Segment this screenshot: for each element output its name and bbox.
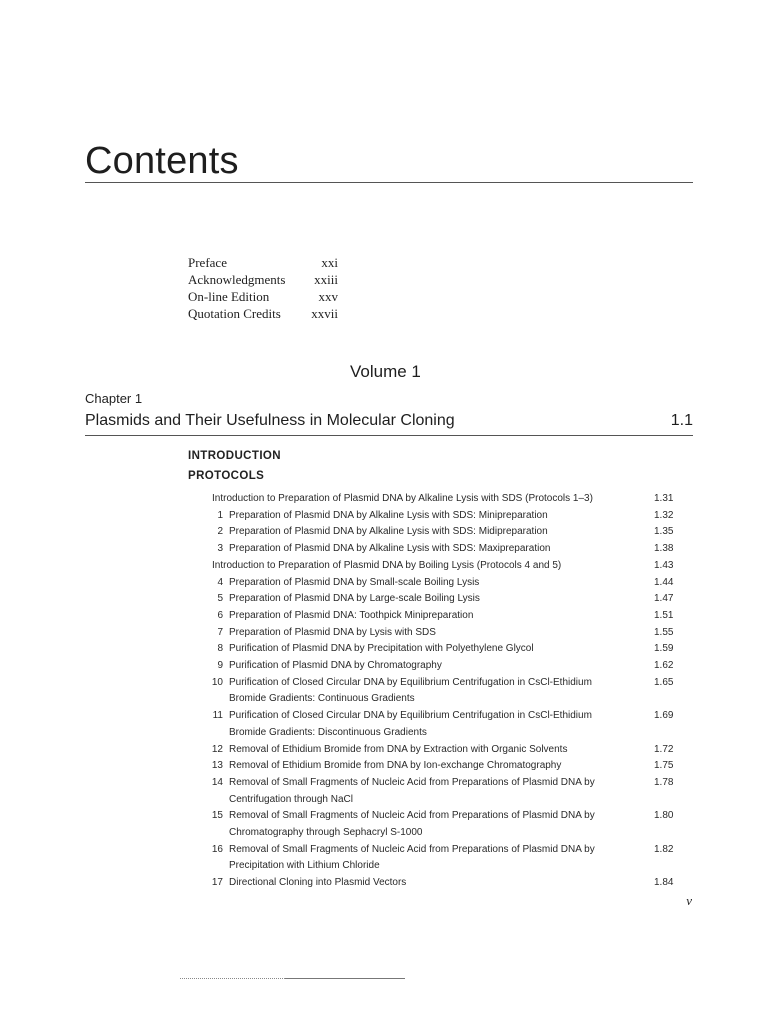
protocol-number-text: 3 [217,543,223,555]
protocol-page-number: 1.62 [654,660,674,672]
protocol-title [229,508,646,525]
protocol-number-text: 4 [217,576,223,588]
protocol-title-line: Preparation of Plasmid DNA by Alkaline Lysis with SDS: Maxipreparation [229,543,551,555]
front-matter-item[interactable] [188,271,338,288]
protocol-title-line: Removal of Small Fragments of Nucleic Acid from Preparations of Plasmid DNA by [229,843,595,855]
protocol-number-text: 7 [217,626,223,638]
protocol-number [200,808,229,825]
protocol-title [229,541,646,558]
protocol-number-text: 14 [211,776,223,788]
toc-entry[interactable] [200,541,694,558]
front-matter-label: Quotation Credits [188,306,281,321]
front-matter-page: xxvii [311,306,338,321]
protocol-page-number: 1.65 [654,676,674,688]
protocol-number [200,775,229,792]
protocol-title-line: Bromide Gradients: Continuous Gradients [229,693,415,705]
front-matter-list [188,254,338,322]
toc-entry[interactable] [200,708,694,741]
protocol-number [200,625,229,642]
protocol-title-line: Preparation of Plasmid DNA by Large-scale Boiling Lysis [229,593,480,605]
protocol-number-text: 16 [211,843,223,855]
protocol-page-number: 1.35 [654,526,674,538]
protocol-title-line: Directional Cloning into Plasmid Vectors [229,877,407,889]
protocol-number-text: 10 [211,676,223,688]
toc-entry[interactable] [200,758,694,775]
protocol-title-line: Chromatography through Sephacryl S-1000 [229,827,423,839]
protocol-number [200,675,229,692]
protocol-title [229,608,646,625]
protocol-number-text: 17 [211,877,223,889]
protocol-number-text: 12 [211,743,223,755]
protocol-page-number: 1.32 [654,509,674,521]
protocol-number [200,641,229,658]
protocol-title-line: Removal of Small Fragments of Nucleic Acid from Preparations of Plasmid DNA by [229,810,595,822]
toc-entry[interactable] [200,875,694,892]
section-heading-introduction[interactable]: INTRODUCTION [188,450,281,462]
protocol-title [229,575,646,592]
chapter-divider [85,435,693,436]
protocol-title-line: Removal of Ethidium Bromide from DNA by Ion-exchange Chromatography [229,760,562,772]
protocol-title [229,808,646,841]
protocol-page-number: 1.59 [654,643,674,655]
scan-artifact-line [285,978,405,979]
front-matter-page: xxiii [314,272,338,287]
protocol-number [200,508,229,525]
toc-entry[interactable] [200,625,694,642]
toc-entry[interactable] [200,742,694,759]
protocol-number [200,758,229,775]
protocol-title [229,591,646,608]
protocol-number [200,541,229,558]
protocol-title [229,742,646,759]
protocol-page-number: 1.51 [654,609,674,621]
protocol-number [200,658,229,675]
protocol-title-line: Purification of Closed Circular DNA by Equilibrium Centrifugation in CsCl-Ethidium [229,710,592,722]
toc-entry[interactable] [200,524,694,541]
protocol-title-line: Introduction to Preparation of Plasmid DNA by Alkaline Lysis with SDS (Protocols 1–3) [212,493,593,504]
toc-entry[interactable] [200,508,694,525]
protocol-title [229,625,646,642]
protocol-title-line: Preparation of Plasmid DNA by Lysis with SDS [229,626,436,638]
protocol-page-number: 1.55 [654,626,674,638]
protocol-page-number: 1.38 [654,543,674,555]
chapter-page-number: 1.1 [670,412,693,429]
protocol-title [229,708,646,741]
protocol-page-number: 1.69 [654,710,674,722]
protocol-page-number: 1.75 [654,760,674,772]
protocol-title-line: Purification of Closed Circular DNA by Equilibrium Centrifugation in CsCl-Ethidium [229,676,592,688]
protocol-page-number: 1.82 [654,843,674,855]
protocol-title [212,491,646,508]
protocol-number [200,708,229,725]
protocol-number [200,742,229,759]
protocol-number [200,575,229,592]
toc-entry[interactable] [200,842,694,875]
protocol-title [212,558,646,575]
protocol-title-line: Preparation of Plasmid DNA by Alkaline Lysis with SDS: Minipreparation [229,509,548,521]
protocol-number [200,875,229,892]
protocol-number-text: 8 [217,643,223,655]
protocol-number-text: 9 [217,660,223,672]
toc-entry[interactable] [200,491,694,508]
toc-entry[interactable] [200,641,694,658]
toc-entry[interactable] [200,658,694,675]
front-matter-page: xxi [321,255,338,270]
protocol-number-text: 2 [217,526,223,538]
protocol-page-number: 1.72 [654,743,674,755]
toc-entry[interactable] [200,558,694,575]
protocol-page-number: 1.78 [654,776,674,788]
protocol-number-text: 1 [217,509,223,521]
toc-entry[interactable] [200,575,694,592]
chapter-title[interactable]: Plasmids and Their Usefulness in Molecular Cloning [85,412,455,429]
protocol-title-line: Preparation of Plasmid DNA by Alkaline Lysis with SDS: Midipreparation [229,526,548,538]
chapter-label: Chapter 1 [85,391,143,406]
page-folio: v [686,893,692,908]
protocol-title [229,875,646,892]
front-matter-page: xxv [318,289,338,304]
protocol-title-line: Purification of Plasmid DNA by Precipitation with Polyethylene Glycol [229,643,534,655]
protocol-title [229,775,646,808]
protocol-title [229,641,646,658]
protocol-title [229,658,646,675]
protocol-title [229,524,646,541]
protocol-title-line: Preparation of Plasmid DNA by Small-scale Boiling Lysis [229,576,480,588]
protocol-page-number: 1.84 [654,877,674,889]
protocol-number-text: 6 [217,609,223,621]
title-divider [85,182,693,183]
toc-entry[interactable] [200,591,694,608]
front-matter-label: On-line Edition [188,289,270,304]
page-title: Contents [85,140,239,182]
protocol-title-line: Introduction to Preparation of Plasmid DNA by Boiling Lysis (Protocols 4 and 5) [212,559,562,571]
protocol-page-number: 1.31 [654,493,674,504]
protocol-number-text: 13 [211,760,223,772]
protocol-title [229,758,646,775]
protocol-title-line: Preparation of Plasmid DNA: Toothpick Minipreparation [229,609,474,621]
protocol-number-text: 5 [217,593,223,605]
front-matter-item[interactable] [188,288,338,305]
protocol-number [200,842,229,859]
protocol-number-text: 11 [212,710,223,722]
front-matter-item[interactable] [188,254,338,271]
front-matter-item[interactable] [188,305,338,322]
protocol-page-number: 1.44 [654,576,674,588]
protocol-title-line: Removal of Ethidium Bromide from DNA by Extraction with Organic Solvents [229,743,568,755]
front-matter-label: Preface [188,255,227,270]
toc-entry[interactable] [200,775,694,808]
protocol-title-line: Removal of Small Fragments of Nucleic Acid from Preparations of Plasmid DNA by [229,776,595,788]
protocol-title-line: Precipitation with Lithium Chloride [229,860,380,872]
front-matter-label: Acknowledgments [188,272,286,287]
protocol-number-text: 15 [211,810,223,822]
protocol-page-number: 1.80 [654,810,674,822]
section-heading-protocols: PROTOCOLS [188,470,265,482]
protocol-page-number: 1.43 [654,559,674,571]
protocol-title [229,675,646,708]
protocol-page-number: 1.47 [654,593,674,605]
volume-title: Volume 1 [350,362,421,381]
toc-entry[interactable] [200,808,694,841]
protocol-title-line: Purification of Plasmid DNA by Chromatography [229,660,442,672]
protocol-title-line: Centrifugation through NaCl [229,793,353,805]
protocol-number [200,524,229,541]
toc-entry[interactable] [200,675,694,708]
protocol-number [200,591,229,608]
protocol-title-line: Bromide Gradients: Discontinuous Gradients [229,726,427,738]
protocol-title [229,842,646,875]
toc-entry[interactable] [200,608,694,625]
protocol-list [200,491,694,892]
protocol-number [200,608,229,625]
